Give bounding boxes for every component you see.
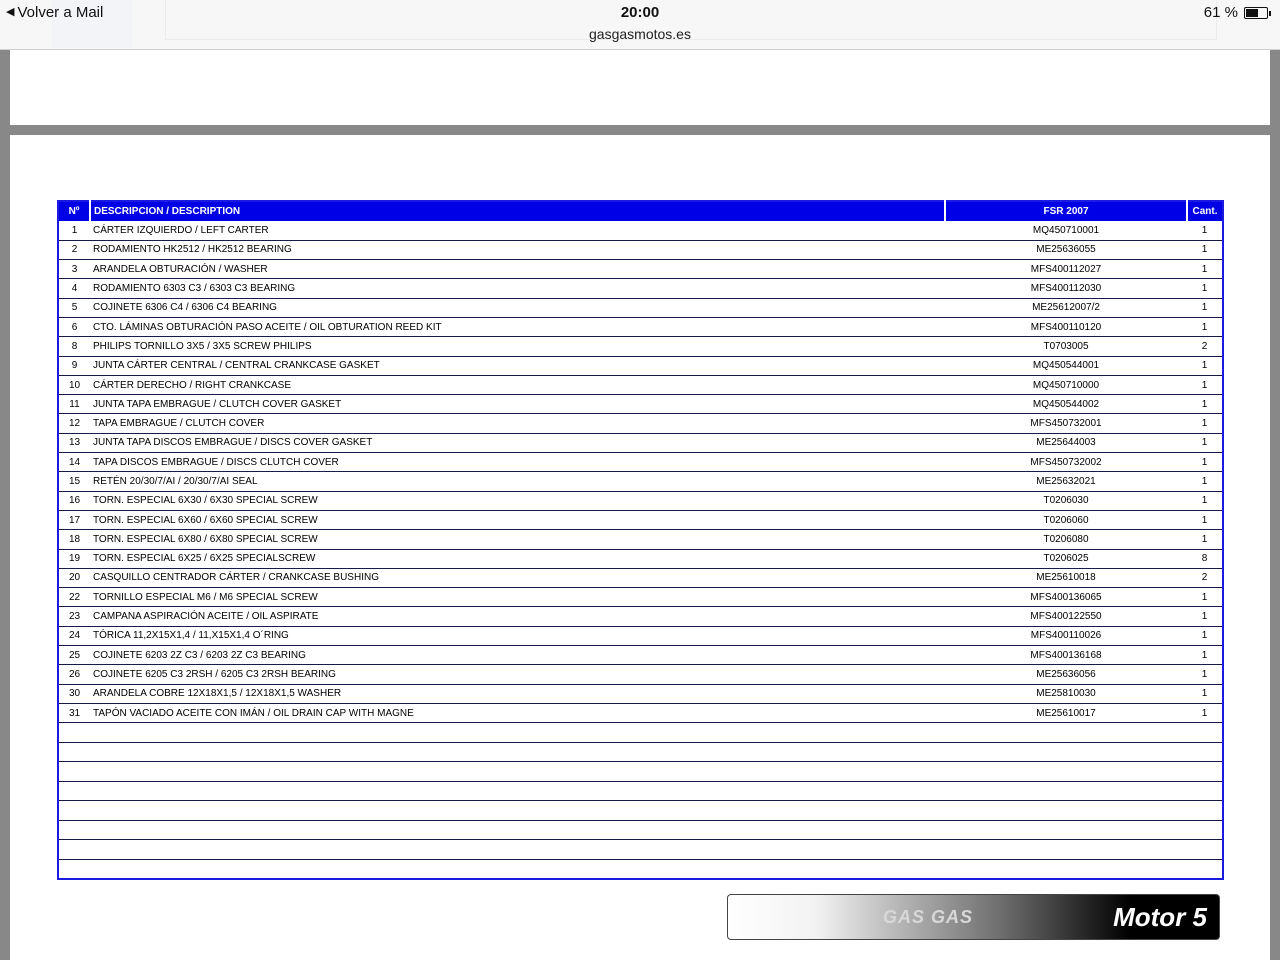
cell-part-code: MFS450732001: [945, 414, 1187, 433]
cell-description: COJINETE 6203 2Z C3 / 6203 2Z C3 BEARING: [90, 646, 945, 665]
table-row: [58, 530, 1223, 549]
cell-quantity: 1: [1187, 607, 1223, 626]
battery-fill: [1246, 9, 1258, 17]
table-row-empty: [58, 762, 1223, 782]
cell-description: COJINETE 6205 C3 2RSH / 6205 C3 2RSH BEARING: [90, 665, 945, 684]
cell-quantity: 1: [1187, 433, 1223, 452]
cell-description: CASQUILLO CENTRADOR CÁRTER / CRANKCASE BUSHING: [90, 568, 945, 587]
cell-empty: [1187, 820, 1223, 840]
cell-part-code: ME25636055: [945, 240, 1187, 259]
cell-empty: [58, 762, 90, 782]
cell-quantity: 1: [1187, 510, 1223, 529]
cell-empty: [58, 723, 90, 743]
header-part-code: FSR 2007: [945, 201, 1187, 221]
cell-empty: [1187, 840, 1223, 860]
cell-quantity: 1: [1187, 588, 1223, 607]
cell-quantity: 1: [1187, 491, 1223, 510]
cell-empty: [1187, 762, 1223, 782]
table-row: [58, 665, 1223, 684]
cell-quantity: 1: [1187, 453, 1223, 472]
cell-description: TORN. ESPECIAL 6X60 / 6X60 SPECIAL SCREW: [90, 510, 945, 529]
cell-description: CÁRTER DERECHO / RIGHT CRANKCASE: [90, 375, 945, 394]
cell-empty: [945, 723, 1187, 743]
cell-part-code: MFS400136168: [945, 646, 1187, 665]
cell-number: 13: [58, 433, 90, 452]
cell-description: TORN. ESPECIAL 6X30 / 6X30 SPECIAL SCREW: [90, 491, 945, 510]
cell-number: 8: [58, 337, 90, 356]
cell-quantity: 1: [1187, 530, 1223, 549]
cell-empty: [945, 781, 1187, 801]
cell-number: 3: [58, 260, 90, 279]
cell-part-code: T0206060: [945, 510, 1187, 529]
table-row: [58, 491, 1223, 510]
cell-quantity: 1: [1187, 375, 1223, 394]
cell-number: 30: [58, 684, 90, 703]
cell-quantity: 8: [1187, 549, 1223, 568]
table-row-empty: [58, 723, 1223, 743]
table-row: [58, 317, 1223, 336]
cell-empty: [90, 820, 945, 840]
cell-quantity: 1: [1187, 279, 1223, 298]
parts-table-body: [58, 221, 1223, 879]
cell-number: 12: [58, 414, 90, 433]
cell-part-code: T0206080: [945, 530, 1187, 549]
table-row: [58, 337, 1223, 356]
cell-description: ARANDELA COBRE 12X18X1,5 / 12X18X1,5 WASHER: [90, 684, 945, 703]
table-row: [58, 549, 1223, 568]
cell-empty: [1187, 859, 1223, 879]
cell-description: PHILIPS TORNILLO 3X5 / 3X5 SCREW PHILIPS: [90, 337, 945, 356]
cell-number: 31: [58, 703, 90, 722]
table-row: [58, 375, 1223, 394]
cell-part-code: MQ450544002: [945, 395, 1187, 414]
cell-number: 17: [58, 510, 90, 529]
header-quantity: Cant.: [1187, 201, 1223, 221]
cell-description: TAPA EMBRAGUE / CLUTCH COVER: [90, 414, 945, 433]
cell-empty: [1187, 723, 1223, 743]
table-row: [58, 684, 1223, 703]
cell-quantity: 1: [1187, 317, 1223, 336]
cell-empty: [90, 742, 945, 762]
table-row: [58, 568, 1223, 587]
cell-number: 23: [58, 607, 90, 626]
cell-description: JUNTA TAPA EMBRAGUE / CLUTCH COVER GASKET: [90, 395, 945, 414]
table-row: [58, 453, 1223, 472]
cell-number: 24: [58, 626, 90, 645]
cell-number: 18: [58, 530, 90, 549]
cell-number: 6: [58, 317, 90, 336]
cell-number: 11: [58, 395, 90, 414]
cell-number: 15: [58, 472, 90, 491]
cell-description: TAPA DISCOS EMBRAGUE / DISCS CLUTCH COVER: [90, 453, 945, 472]
table-row-empty: [58, 781, 1223, 801]
cell-description: TORN. ESPECIAL 6X80 / 6X80 SPECIAL SCREW: [90, 530, 945, 549]
back-label: Volver a Mail: [17, 4, 104, 21]
cell-empty: [945, 742, 1187, 762]
cell-number: 14: [58, 453, 90, 472]
battery-indicator: [1204, 4, 1268, 21]
cell-number: 16: [58, 491, 90, 510]
cell-description: RODAMIENTO HK2512 / HK2512 BEARING: [90, 240, 945, 259]
cell-number: 20: [58, 568, 90, 587]
table-row: [58, 433, 1223, 452]
cell-quantity: 1: [1187, 472, 1223, 491]
table-row: [58, 703, 1223, 722]
table-row: [58, 298, 1223, 317]
url-label[interactable]: gasgasmotos.es: [589, 26, 691, 42]
cell-number: 1: [58, 221, 90, 240]
cell-number: 26: [58, 665, 90, 684]
cell-part-code: ME25612007/2: [945, 298, 1187, 317]
cell-empty: [58, 859, 90, 879]
table-row: [58, 646, 1223, 665]
cell-quantity: 2: [1187, 568, 1223, 587]
cell-empty: [90, 859, 945, 879]
cell-part-code: MQ450710000: [945, 375, 1187, 394]
table-row: [58, 240, 1223, 259]
table-row-empty: [58, 840, 1223, 860]
cell-number: 2: [58, 240, 90, 259]
table-row: [58, 221, 1223, 240]
cell-quantity: 1: [1187, 395, 1223, 414]
cell-empty: [58, 820, 90, 840]
cell-part-code: MQ450544001: [945, 356, 1187, 375]
battery-percent: 61 %: [1203, 4, 1238, 21]
cell-part-code: MFS450732002: [945, 453, 1187, 472]
cell-number: 25: [58, 646, 90, 665]
cell-empty: [90, 762, 945, 782]
brand-logo-text: GAS GAS: [883, 907, 974, 927]
cell-empty: [90, 781, 945, 801]
cell-quantity: 1: [1187, 260, 1223, 279]
cell-description: TORN. ESPECIAL 6X25 / 6X25 SPECIALSCREW: [90, 549, 945, 568]
cell-quantity: 1: [1187, 703, 1223, 722]
cell-empty: [90, 801, 945, 821]
cell-part-code: ME25610018: [945, 568, 1187, 587]
parts-table: [57, 200, 1224, 880]
footer-banner: [727, 894, 1220, 940]
table-row: [58, 626, 1223, 645]
cell-description: JUNTA CÁRTER CENTRAL / CENTRAL CRANKCASE GASKET: [90, 356, 945, 375]
cell-quantity: 1: [1187, 298, 1223, 317]
cell-description: CTO. LÁMINAS OBTURACIÓN PASO ACEITE / OIL OBTURATION REED KIT: [90, 317, 945, 336]
cell-part-code: ME25610017: [945, 703, 1187, 722]
cell-part-code: MQ450710001: [945, 221, 1187, 240]
table-row: [58, 395, 1223, 414]
cell-part-code: ME25810030: [945, 684, 1187, 703]
cell-number: 22: [58, 588, 90, 607]
table-header-row: [58, 201, 1223, 221]
cell-quantity: 1: [1187, 221, 1223, 240]
cell-empty: [1187, 781, 1223, 801]
cell-empty: [945, 820, 1187, 840]
table-row: [58, 588, 1223, 607]
cell-empty: [945, 859, 1187, 879]
cell-part-code: MFS400136065: [945, 588, 1187, 607]
cell-description: TAPÓN VACIADO ACEITE CON IMÁN / OIL DRAIN CAP WITH MAGNE: [90, 703, 945, 722]
battery-icon: [1244, 7, 1268, 19]
cell-quantity: 1: [1187, 665, 1223, 684]
cell-part-code: T0206030: [945, 491, 1187, 510]
cell-quantity: 1: [1187, 414, 1223, 433]
cell-empty: [1187, 742, 1223, 762]
cell-part-code: ME25632021: [945, 472, 1187, 491]
table-row: [58, 472, 1223, 491]
cell-description: COJINETE 6306 C4 / 6306 C4 BEARING: [90, 298, 945, 317]
cell-part-code: T0703005: [945, 337, 1187, 356]
cell-quantity: 1: [1187, 646, 1223, 665]
table-row: [58, 260, 1223, 279]
header-number: Nº: [58, 201, 90, 221]
cell-quantity: 1: [1187, 356, 1223, 375]
cell-part-code: MFS400122550: [945, 607, 1187, 626]
cell-number: 19: [58, 549, 90, 568]
cell-empty: [58, 801, 90, 821]
cell-empty: [58, 781, 90, 801]
cell-quantity: 2: [1187, 337, 1223, 356]
cell-quantity: 1: [1187, 684, 1223, 703]
table-row: [58, 607, 1223, 626]
cell-part-code: T0206025: [945, 549, 1187, 568]
table-row: [58, 279, 1223, 298]
cell-description: CAMPANA ASPIRACIÓN ACEITE / OIL ASPIRATE: [90, 607, 945, 626]
cell-empty: [90, 840, 945, 860]
cell-part-code: MFS400110120: [945, 317, 1187, 336]
cell-empty: [58, 840, 90, 860]
table-row-empty: [58, 820, 1223, 840]
cell-empty: [1187, 801, 1223, 821]
cell-empty: [945, 840, 1187, 860]
table-row-empty: [58, 801, 1223, 821]
header-description: DESCRIPCION / DESCRIPTION: [90, 201, 945, 221]
table-row-empty: [58, 859, 1223, 879]
cell-description: RODAMIENTO 6303 C3 / 6303 C3 BEARING: [90, 279, 945, 298]
cell-part-code: MFS400112030: [945, 279, 1187, 298]
cell-description: CÁRTER IZQUIERDO / LEFT CARTER: [90, 221, 945, 240]
cell-number: 5: [58, 298, 90, 317]
cell-part-code: ME25636056: [945, 665, 1187, 684]
cell-description: JUNTA TAPA DISCOS EMBRAGUE / DISCS COVER GASKET: [90, 433, 945, 452]
cell-empty: [945, 801, 1187, 821]
cell-description: TORNILLO ESPECIAL M6 / M6 SPECIAL SCREW: [90, 588, 945, 607]
cell-description: RETÉN 20/30/7/AI / 20/30/7/AI SEAL: [90, 472, 945, 491]
status-bar: [0, 0, 1280, 50]
cell-part-code: MFS400110026: [945, 626, 1187, 645]
cell-number: 9: [58, 356, 90, 375]
pdf-page-previous: [10, 50, 1270, 125]
table-row: [58, 414, 1223, 433]
clock: 20:00: [620, 4, 660, 21]
cell-description: ARANDELA OBTURACIÓN / WASHER: [90, 260, 945, 279]
table-row: [58, 510, 1223, 529]
section-title: Motor 5: [1113, 902, 1207, 932]
cell-empty: [90, 723, 945, 743]
cell-number: 4: [58, 279, 90, 298]
cell-quantity: 1: [1187, 626, 1223, 645]
cell-part-code: ME25644003: [945, 433, 1187, 452]
cell-quantity: 1: [1187, 240, 1223, 259]
back-chevron-icon: ◀: [6, 6, 15, 18]
table-row: [58, 356, 1223, 375]
cell-empty: [945, 762, 1187, 782]
cell-description: TÓRICA 11,2X15X1,4 / 11,X15X1,4 O´RING: [90, 626, 945, 645]
cell-number: 10: [58, 375, 90, 394]
table-row-empty: [58, 742, 1223, 762]
cell-empty: [58, 742, 90, 762]
cell-part-code: MFS400112027: [945, 260, 1187, 279]
